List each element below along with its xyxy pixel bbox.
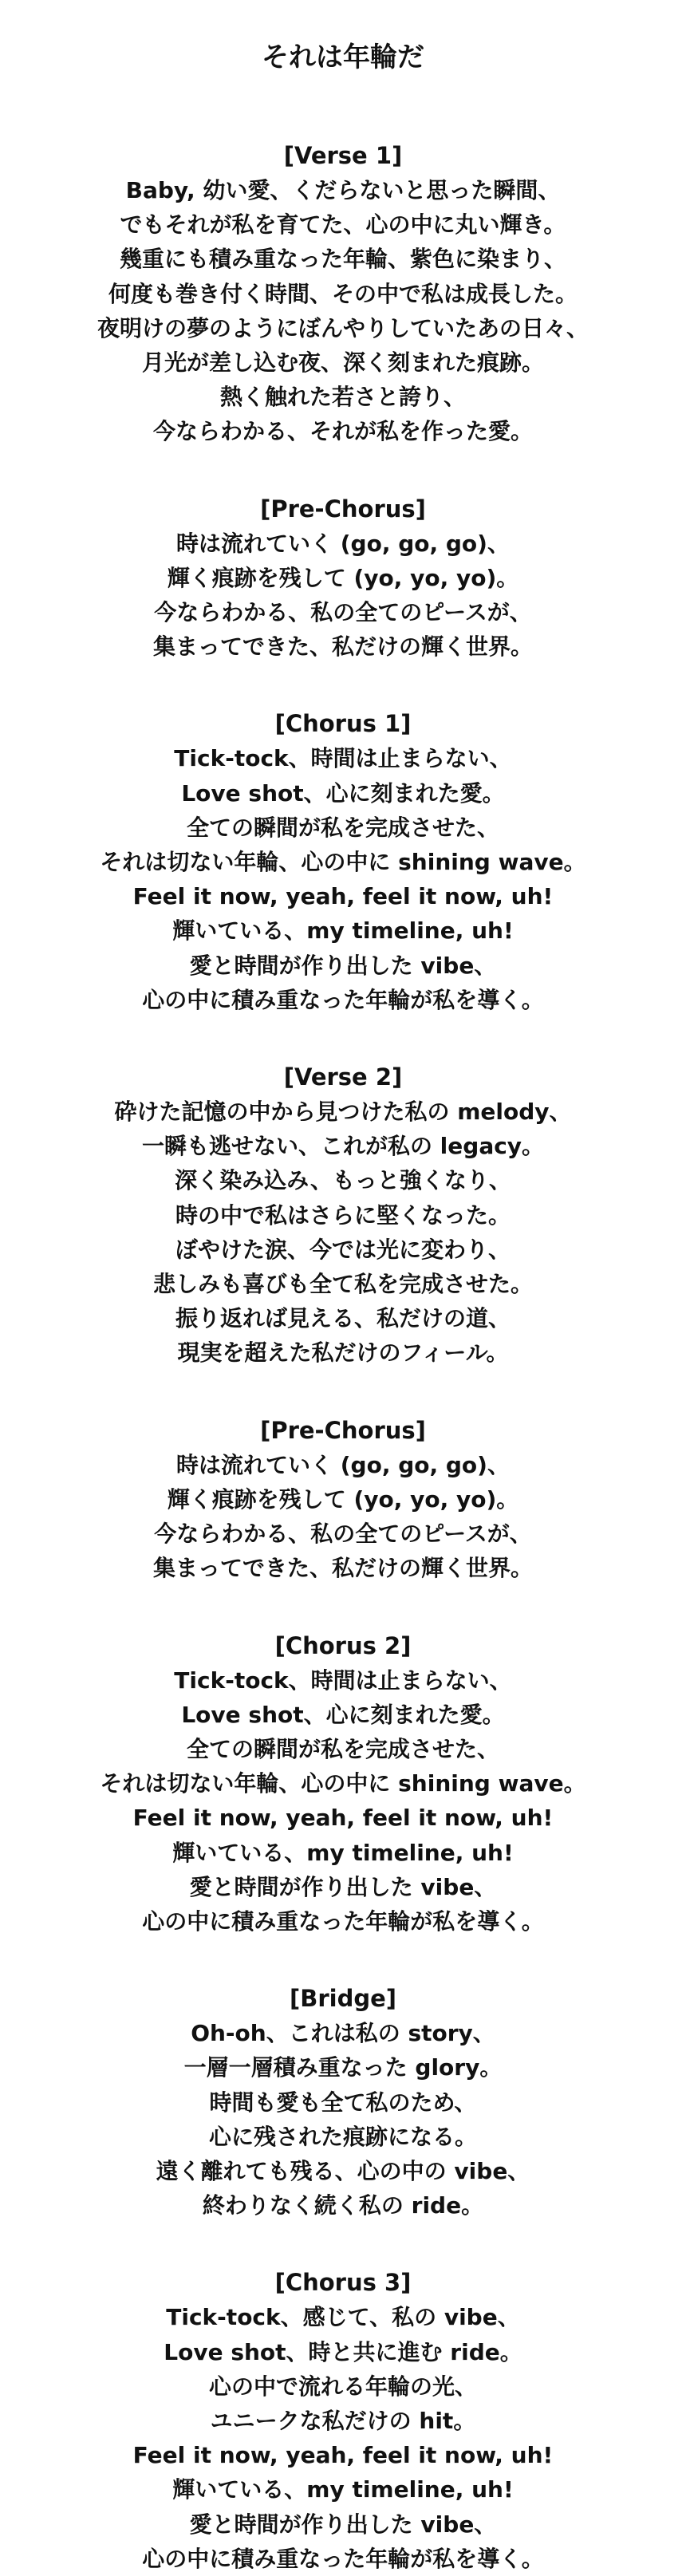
lyric-line: 心の中に積み重なった年輪が私を導く。 <box>142 2545 544 2572</box>
lyric-line: それは切ない年輪、心の中に shining wave。 <box>100 849 586 876</box>
lyric-line: 振り返れば見える、私だけの道、 <box>175 1305 511 1332</box>
lyrics-section <box>0 707 686 1017</box>
lyric-line: 心の中に積み重なった年輪が私を導く。 <box>142 986 544 1013</box>
lyric-line: 愛と時間が作り出した vibe、 <box>189 952 497 979</box>
lyric-line: 集まってできた、私だけの輝く世界。 <box>152 1555 533 1582</box>
lyric-line: 今ならわかる、私の全てのピースが、 <box>154 599 532 626</box>
lyric-line: 心に残された痕跡になる。 <box>208 2123 477 2150</box>
lyric-line: 心の中で流れる年輪の光、 <box>208 2373 477 2400</box>
section-label: [Chorus 3] <box>274 2269 412 2297</box>
lyric-line: 何度も巻き付く時間、その中で私は成長した。 <box>108 280 578 307</box>
lyric-line: ユニークな私だけの hit。 <box>210 2407 476 2434</box>
section-label: [Pre-Chorus] <box>260 1416 426 1444</box>
section-label: [Verse 1] <box>283 142 403 169</box>
lyric-line: Love shot、心に刻まれた愛。 <box>181 779 505 807</box>
lyric-line: 輝いている、my timeline, uh! <box>172 1839 514 1866</box>
lyric-line: Baby, 幼い愛、くだらないと思った瞬間、 <box>125 177 561 203</box>
section-label: [Chorus 2] <box>274 1631 412 1659</box>
lyric-line: 一層一層積み重なった glory。 <box>183 2054 503 2081</box>
lyrics-section <box>0 139 686 449</box>
lyric-line: Oh-oh、これは私の story、 <box>191 2020 495 2047</box>
lyric-line: 現実を超えた私だけのフィール。 <box>177 1339 509 1367</box>
lyric-line: 一瞬も逃せない、これが私の legacy。 <box>141 1133 545 1160</box>
section-label: [Chorus 1] <box>274 710 412 738</box>
lyrics-section <box>0 2266 686 2576</box>
lyrics-section <box>0 1629 686 1939</box>
lyric-line: 集まってできた、私だけの輝く世界。 <box>152 633 533 661</box>
section-label: [Bridge] <box>289 1985 397 2013</box>
lyric-line: 幾重にも積み重なった年輪、紫色に染まり、 <box>119 246 566 273</box>
lyric-line: 時の中で私はさらに堅くなった。 <box>175 1201 511 1229</box>
section-label: [Verse 2] <box>283 1063 403 1091</box>
lyric-line: 愛と時間が作り出した vibe、 <box>189 2511 497 2538</box>
lyric-line: 夜明けの夢のようにぼんやりしていたあの日々、 <box>97 314 589 341</box>
lyric-line: 輝く痕跡を残して (yo, yo, yo)。 <box>167 564 519 591</box>
lyric-line: 愛と時間が作り出した vibe、 <box>189 1873 497 1900</box>
lyric-line: 今ならわかる、私の全てのピースが、 <box>154 1521 532 1548</box>
lyric-line: Feel it now, yeah, feel it now, uh! <box>132 1805 554 1832</box>
lyrics-section <box>0 1414 686 1586</box>
lyrics-body <box>0 139 686 2576</box>
lyric-line: 遠く離れても残る、心の中の vibe、 <box>156 2157 530 2184</box>
lyric-line: でもそれが私を育てた、心の中に丸い輝き。 <box>120 211 566 239</box>
lyric-line: Tick-tock、感じて、私の vibe、 <box>166 2304 520 2331</box>
lyric-line: Love shot、心に刻まれた愛。 <box>181 1701 505 1728</box>
lyric-line: 輝いている、my timeline, uh! <box>172 2476 514 2503</box>
lyric-line: 全ての瞬間が私を完成させた、 <box>186 814 499 841</box>
song-title: それは年輪だ <box>262 41 424 73</box>
lyric-line: 輝いている、my timeline, uh! <box>172 917 514 945</box>
lyrics-section <box>0 1982 686 2223</box>
lyric-line: Tick-tock、時間は止まらない、 <box>174 745 512 772</box>
lyric-line: 時は流れていく (go, go, go)、 <box>176 530 510 557</box>
lyric-line: Love shot、時と共に進む ride。 <box>164 2338 522 2365</box>
lyric-line: ぼやけた涙、今では光に変わり、 <box>175 1236 511 1263</box>
lyrics-section <box>0 1060 686 1371</box>
lyric-line: 全ての瞬間が私を完成させた、 <box>186 1735 499 1762</box>
lyric-line: 深く染み込み、もっと強くなり、 <box>175 1167 511 1194</box>
lyric-line: 月光が差し込む夜、深く刻まれた痕跡。 <box>141 349 544 377</box>
lyric-line: 砕けた記憶の中から見つけた私の melody、 <box>114 1099 572 1126</box>
lyric-line: Tick-tock、時間は止まらない、 <box>174 1667 512 1694</box>
section-label: [Pre-Chorus] <box>260 495 426 523</box>
lyric-line: 悲しみも喜びも全て私を完成させた。 <box>152 1271 533 1298</box>
lyric-line: 熱く触れた若さと誇り、 <box>219 384 466 411</box>
lyric-line: 時は流れていく (go, go, go)、 <box>176 1451 510 1478</box>
lyrics-section <box>0 492 686 665</box>
lyric-line: 時間も愛も全て私のため、 <box>209 2089 477 2116</box>
lyric-line: Feel it now, yeah, feel it now, uh! <box>132 883 554 910</box>
lyric-line: 輝く痕跡を残して (yo, yo, yo)。 <box>167 1485 519 1513</box>
lyric-line: それは切ない年輪、心の中に shining wave。 <box>100 1770 586 1797</box>
lyric-line: 終わりなく続く私の ride。 <box>202 2192 484 2219</box>
lyric-line: 心の中に積み重なった年輪が私を導く。 <box>142 1907 544 1935</box>
lyric-line: Feel it now, yeah, feel it now, uh! <box>132 2442 554 2469</box>
lyric-line: 今ならわかる、それが私を作った愛。 <box>152 418 533 445</box>
